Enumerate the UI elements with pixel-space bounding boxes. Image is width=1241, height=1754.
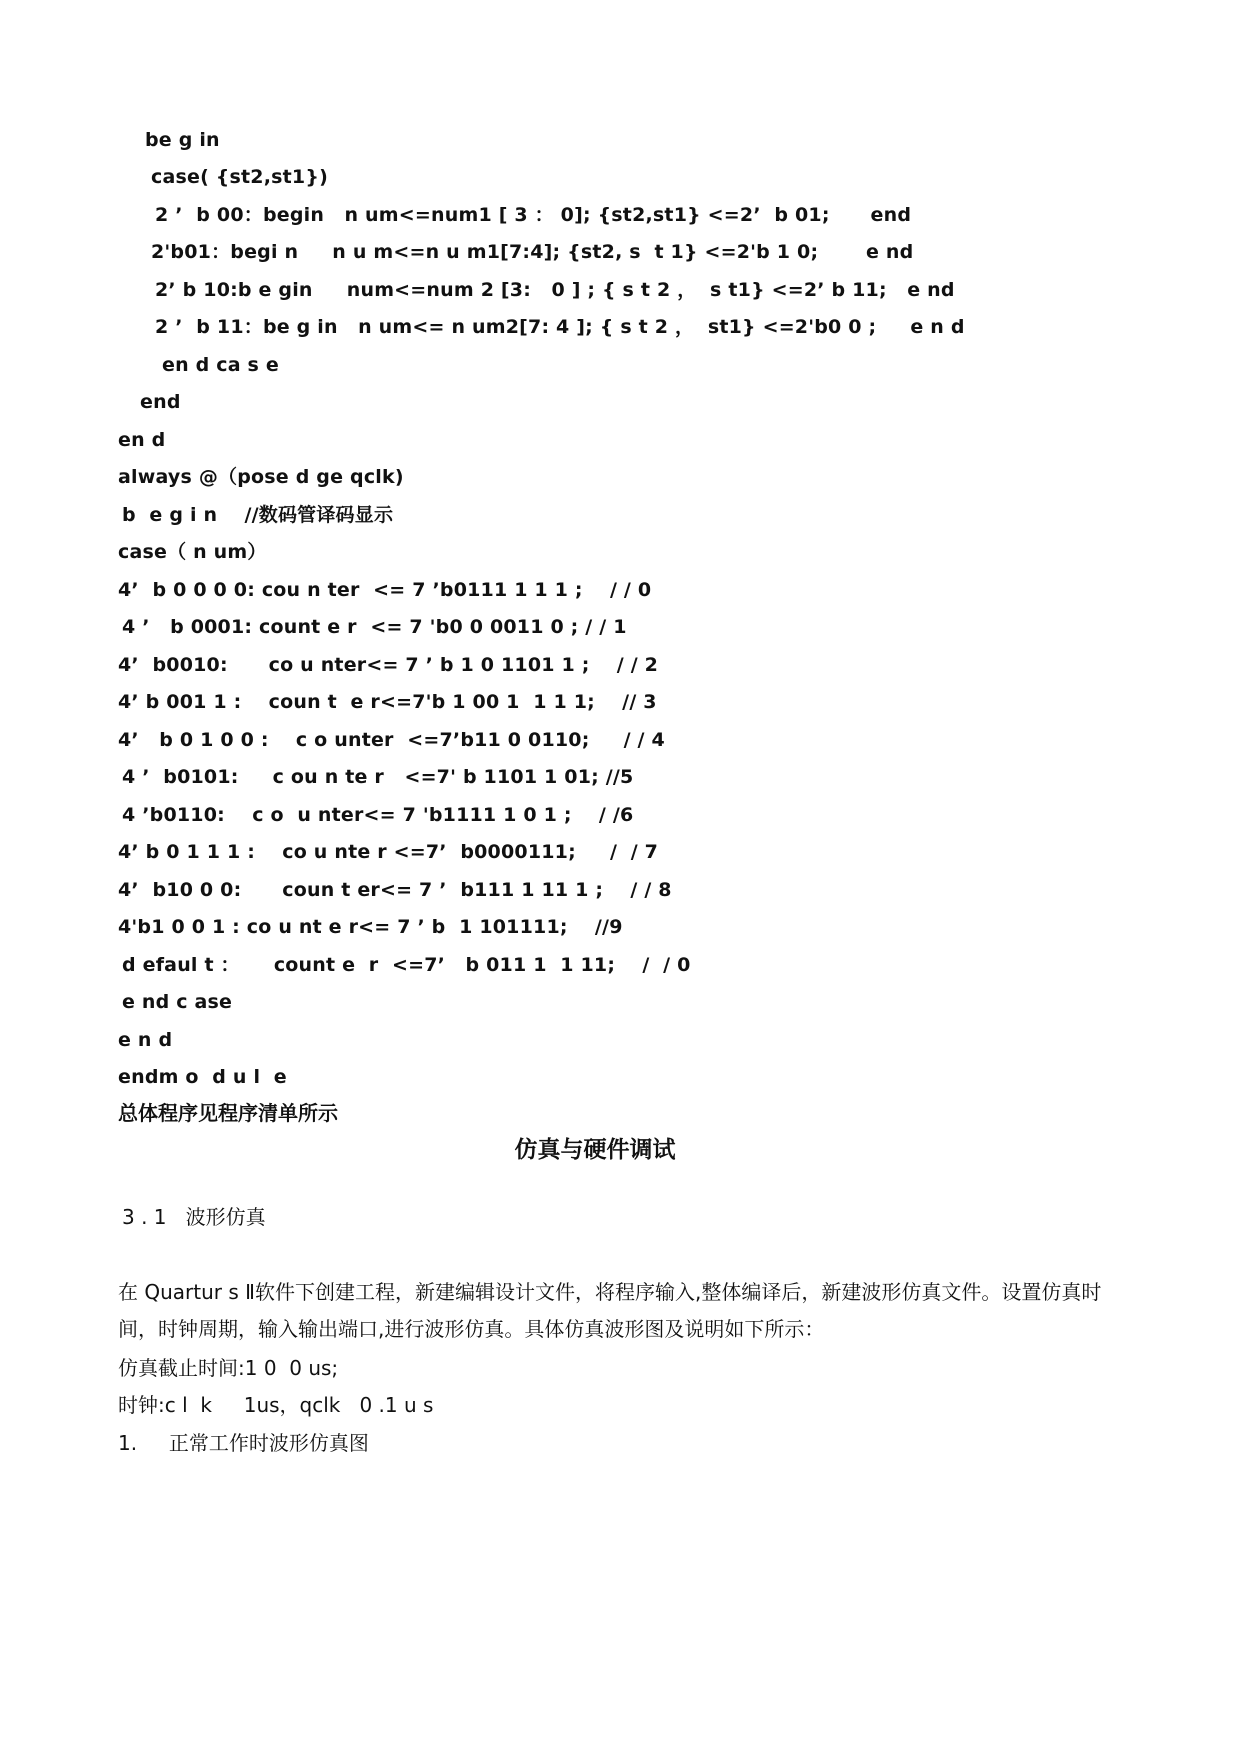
code-line-digit-1: 4 ’ b 0001: count e r <= 7 'b0 0 0011 0 ; / / 1: [122, 616, 627, 638]
list-item-1: 1. 正常工作时波形仿真图: [118, 1431, 369, 1455]
code-line-endcase-1: en d ca s e: [162, 354, 279, 376]
program-note: 总体程序见程序清单所示: [118, 1101, 338, 1125]
code-line-digit-2: 4’ b0010: co u nter<= 7 ’ b 1 0 1101 1 ; / / 2: [118, 654, 659, 676]
code-line-case-num: case（ n um）: [118, 541, 267, 563]
code-line-case-10: 2’ b 10:b e gin num<=num 2 [3: 0 ] ; { s t 2 ， s t1} <=2’ b 11; e nd: [155, 279, 955, 301]
code-line-endmodule: endm o d u l e: [118, 1066, 287, 1088]
code-line-digit-4: 4’ b 0 1 0 0 : c o unter <=7’b11 0 0110; / / 4: [118, 729, 665, 751]
code-line-digit-8: 4’ b10 0 0: coun t er<= 7 ’ b111 1 11 1 ; / / 8: [118, 879, 672, 901]
code-line-end-3: e n d: [118, 1029, 173, 1051]
clock-line: 时钟:c l k 1us，qclk 0 .1 u s: [118, 1393, 434, 1417]
code-line-begin-1: be g in: [145, 129, 220, 151]
code-line-endcase-2: e nd c ase: [122, 991, 233, 1013]
section-title: 仿真与硬件调试: [514, 1137, 676, 1163]
code-line-case-01: 2'b01：begi n n u m<=n u m1[7:4]; {st2, s t 1} <=2'b 1 0; e nd: [151, 241, 914, 263]
code-line-digit-3: 4’ b 001 1 : coun t e r<=7'b 1 00 1 1 1 1; // 3: [118, 691, 657, 713]
code-line-default: d efaul t ： count e r <=7’ b 011 1 1 11; / / 0: [122, 954, 691, 976]
code-line-always: always @（pose d ge qclk): [118, 466, 404, 488]
code-line-case-st: case( {st2,st1}): [151, 166, 328, 188]
code-line-end-2: en d: [118, 429, 166, 451]
code-line-digit-0: 4’ b 0 0 0 0: cou n ter <= 7 ’b0111 1 1 1 ; / / 0: [118, 579, 652, 601]
code-line-digit-6: 4 ’b0110: c o u nter<= 7 'b1111 1 0 1 ; / /6: [122, 804, 634, 826]
code-line-digit-5: 4 ’ b0101: c ou n te r <=7' b 1101 1 01; //5: [122, 766, 634, 788]
code-line-case-11: 2 ’ b 11：be g in n um<= n um2[7: 4 ]; { s t 2 ， st1} <=2'b0 0 ; e n d: [155, 316, 965, 338]
sim-end-time: 仿真截止时间:1 0 0 us;: [118, 1356, 339, 1380]
code-line-end-1: end: [140, 391, 181, 413]
code-line-case-00: 2 ’ b 00：begin n um<=num1 [ 3 ： 0]; {st2,st1} <=2’ b 01; end: [155, 204, 912, 226]
code-line-digit-9: 4'b1 0 0 1 : co u nt e r<= 7 ’ b 1 101111; //9: [118, 916, 623, 938]
body-paragraph: 在 Quartur s Ⅱ软件下创建工程，新建编辑设计文件，将程序输入,整体编译后，新建波形仿真文件。设置仿真时间，时钟周期，输入输出端口,进行波形仿真。具体仿真波形图及说明如下所示：: [118, 1280, 1102, 1341]
code-line-begin-2: b e g i n //数码管译码显示: [122, 504, 394, 526]
subsection-title: 3 . 1 波形仿真: [122, 1205, 266, 1229]
code-line-digit-7: 4’ b 0 1 1 1 : co u nte r <=7’ b0000111; / / 7: [118, 841, 659, 863]
